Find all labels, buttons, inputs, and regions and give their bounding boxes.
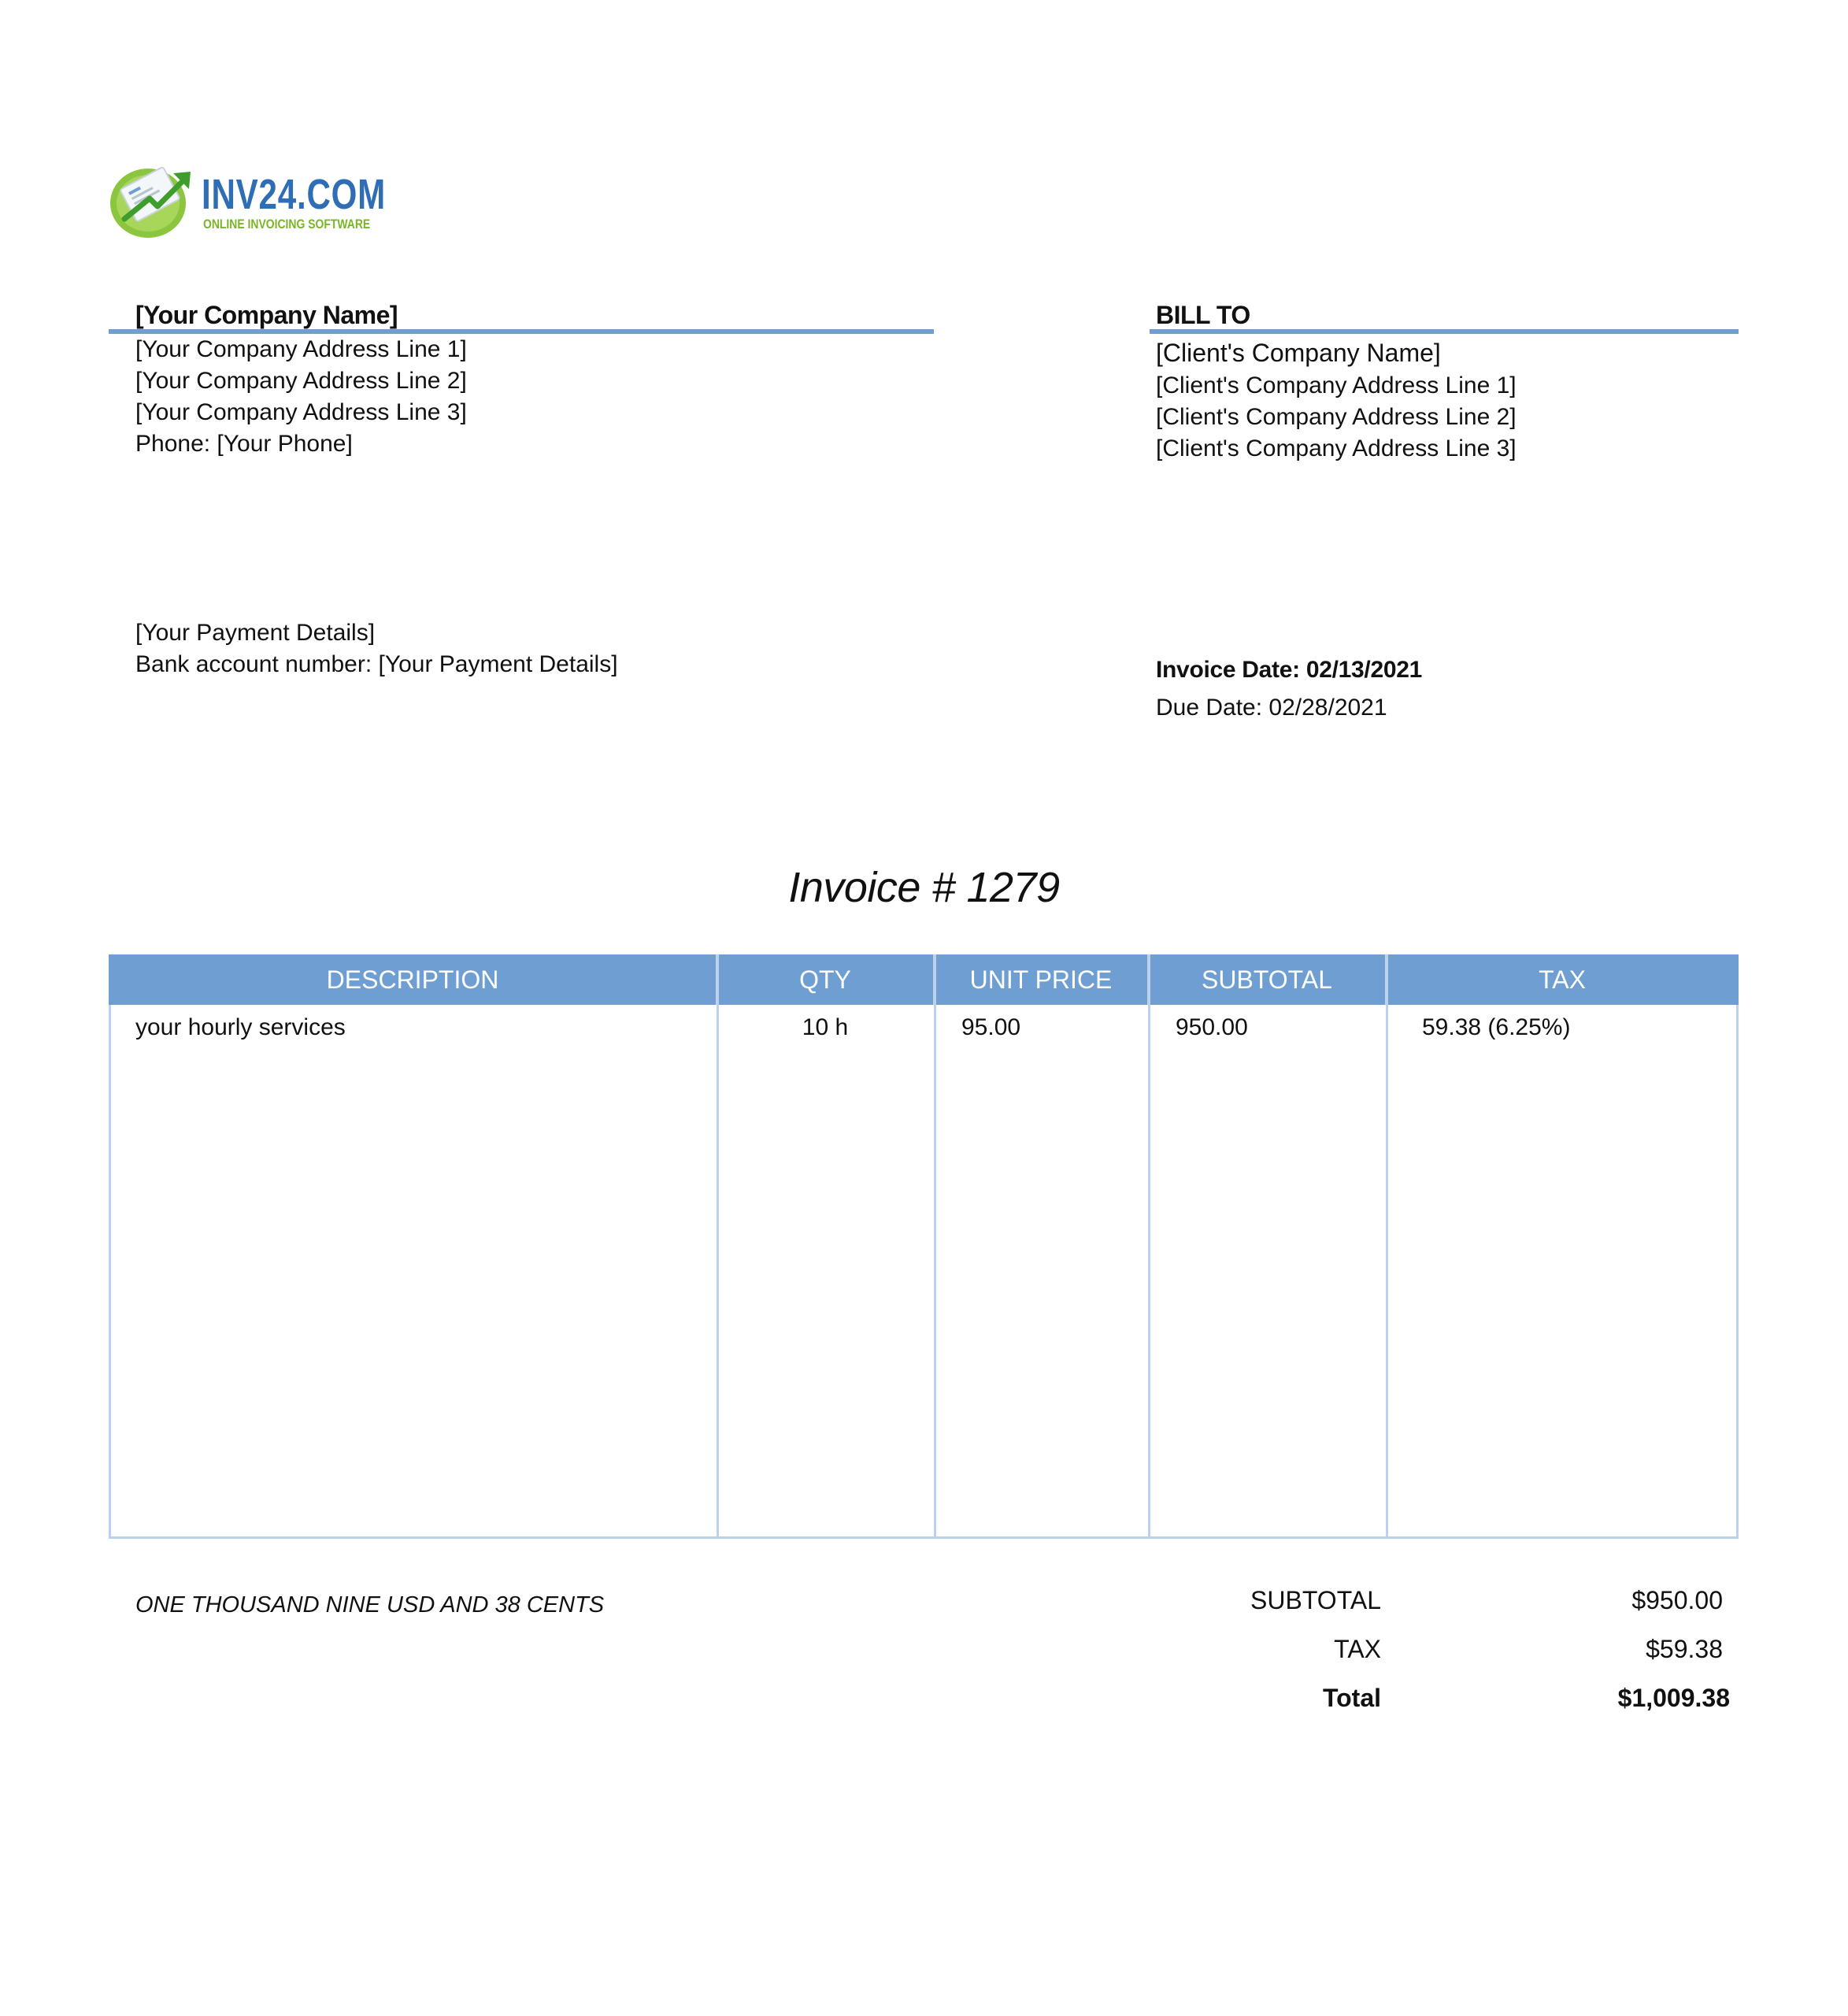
table-header xyxy=(109,954,1739,1005)
invoice-chart-icon xyxy=(109,158,197,241)
payment-details xyxy=(135,617,618,680)
logo-tagline: ONLINE INVOICING SOFTWARE xyxy=(203,217,371,232)
column-divider xyxy=(1148,954,1150,1539)
due-date: Due Date: 02/28/2021 xyxy=(1156,695,1387,721)
header-tax: TAX xyxy=(1539,965,1586,994)
cell-unit-price: 95.00 xyxy=(961,1014,1021,1040)
cell-description: your hourly services xyxy=(135,1014,346,1040)
company-logo xyxy=(109,158,387,244)
client-address-line-2: [Client's Company Address Line 2] xyxy=(1156,404,1517,430)
bank-account-line: Bank account number: [Your Payment Details] xyxy=(135,651,618,677)
cell-tax: 59.38 (6.25%) xyxy=(1422,1014,1571,1040)
column-divider xyxy=(934,954,936,1539)
invoice-date: Invoice Date: 02/13/2021 xyxy=(1156,657,1423,683)
total-value: $1,009.38 xyxy=(1617,1684,1730,1712)
header-unit-price: UNIT PRICE xyxy=(969,965,1113,994)
cell-subtotal: 950.00 xyxy=(1176,1014,1248,1040)
tax-value: $59.38 xyxy=(1646,1635,1723,1663)
subtotal-value: $950.00 xyxy=(1631,1586,1723,1614)
header-qty: QTY xyxy=(799,965,851,994)
bill-to-divider xyxy=(1150,329,1739,334)
company-address-line-1: [Your Company Address Line 1] xyxy=(135,336,467,362)
company-name: [Your Company Name] xyxy=(135,301,398,329)
client-address-line-1: [Client's Company Address Line 1] xyxy=(1156,372,1517,398)
header-subtotal: SUBTOTAL xyxy=(1202,965,1332,994)
header-description: DESCRIPTION xyxy=(326,965,499,994)
company-address-line-3: [Your Company Address Line 3] xyxy=(135,399,467,425)
company-phone: Phone: [Your Phone] xyxy=(135,431,353,457)
company-address xyxy=(135,334,467,460)
company-address-line-2: [Your Company Address Line 2] xyxy=(135,368,467,394)
cell-qty: 10 h xyxy=(802,1014,849,1040)
payment-details-line: [Your Payment Details] xyxy=(135,620,376,646)
bill-to-title: BILL TO xyxy=(1156,301,1250,329)
amount-in-words: ONE THOUSAND NINE USD AND 38 CENTS xyxy=(135,1592,605,1618)
items-table xyxy=(109,954,1739,1539)
client-address-line-3: [Client's Company Address Line 3] xyxy=(1156,435,1517,461)
total-label: Total xyxy=(1322,1684,1381,1712)
column-divider xyxy=(1386,954,1388,1539)
bill-to-address xyxy=(1156,335,1517,465)
invoice-number-title: Invoice # 1279 xyxy=(788,864,1060,911)
tax-label: TAX xyxy=(1334,1635,1381,1663)
client-company-name: [Client's Company Name] xyxy=(1156,339,1441,367)
logo-brand: INV24.COM xyxy=(202,171,387,218)
subtotal-label: SUBTOTAL xyxy=(1250,1586,1381,1614)
